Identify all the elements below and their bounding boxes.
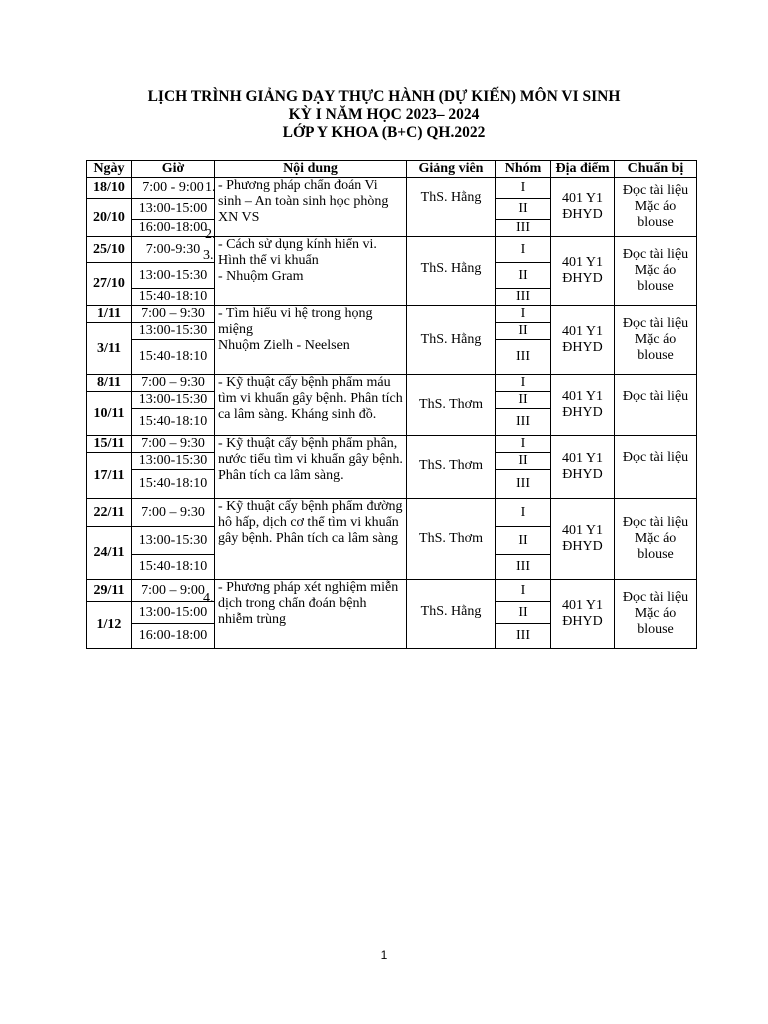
group-cell: III: [496, 289, 551, 306]
schedule-table: [86, 160, 697, 649]
day-cell: 17/11: [87, 453, 132, 499]
location-cell: [551, 237, 615, 306]
location-line: 401 Y1: [561, 191, 604, 206]
day-cell: 20/10: [87, 199, 132, 237]
time-cell: 13:00-15:30: [132, 527, 215, 555]
day-cell: 18/10: [87, 178, 132, 199]
time-cell: 7:00 - 9:00: [132, 178, 215, 199]
column-header: Ngày: [87, 161, 132, 178]
column-header: Giảng viên: [407, 161, 496, 178]
day-cell: 1/12: [87, 602, 132, 649]
time-cell: 16:00-18:00: [132, 624, 215, 649]
group-cell: II: [496, 199, 551, 220]
location-line: 401 Y1: [561, 389, 604, 404]
content-cell: [215, 375, 407, 436]
content-cell: [215, 306, 407, 375]
time-cell: 15:40-18:10: [132, 470, 215, 499]
day-cell: 15/11: [87, 436, 132, 453]
day-cell: 1/11: [87, 306, 132, 323]
time-cell: 15:40-18:10: [132, 555, 215, 580]
document-subtitle-term: KỲ I NĂM HỌC 2023– 2024: [288, 106, 480, 123]
prep-line: Mặc áo: [634, 606, 677, 621]
group-cell: I: [496, 237, 551, 263]
prep-line: Mặc áo: [634, 531, 677, 546]
location-line: 401 Y1: [561, 451, 604, 466]
group-cell: I: [496, 499, 551, 527]
time-cell: 13:00-15:00: [132, 602, 215, 624]
prep-line: Đọc tài liệu: [622, 316, 689, 331]
document-title: LỊCH TRÌNH GIẢNG DẠY THỰC HÀNH (DỰ KIẾN) MÔN VI SINH: [147, 88, 621, 105]
content-cell: [203, 237, 407, 306]
prep-line: Mặc áo: [634, 199, 677, 214]
time-cell: 7:00 – 9:00: [132, 580, 215, 602]
group-cell: III: [496, 340, 551, 375]
time-cell: 13:00-15:30: [132, 392, 215, 409]
group-cell: II: [496, 453, 551, 470]
day-cell: 24/11: [87, 527, 132, 580]
prep-cell: [615, 499, 697, 580]
group-cell: III: [496, 409, 551, 436]
group-cell: II: [496, 392, 551, 409]
time-cell: 13:00-15:30: [132, 323, 215, 340]
column-header: Giờ: [132, 161, 215, 178]
table-row: [87, 237, 697, 263]
content-line: - Kỹ thuật cấy bệnh phẩm phân, nước tiểu tìm vi khuẩn gây bệnh. Phân tích ca lâm sàng.: [218, 436, 403, 483]
location-cell: [551, 436, 615, 499]
group-cell: I: [496, 436, 551, 453]
day-cell: 22/11: [87, 499, 132, 527]
content-cell: [215, 436, 407, 499]
location-line: 401 Y1: [561, 324, 604, 339]
page-number: 1: [380, 948, 388, 962]
location-line: 401 Y1: [561, 523, 604, 538]
prep-line: Đọc tài liệu: [622, 183, 689, 198]
table-row: [87, 375, 697, 392]
prep-line: blouse: [637, 622, 674, 637]
teacher-cell: ThS. Hằng: [407, 178, 496, 237]
group-cell: III: [496, 555, 551, 580]
group-cell: I: [496, 306, 551, 323]
prep-line: Đọc tài liệu: [622, 389, 689, 404]
prep-cell: [615, 580, 697, 649]
content-line: Nhuộm Zielh - Neelsen: [218, 338, 350, 353]
prep-cell: [615, 436, 697, 499]
prep-line: blouse: [637, 279, 674, 294]
content-line: - Kỹ thuật cấy bệnh phẩm máu tìm vi khuẩn gây bệnh. Phân tích ca lâm sàng. Kháng sinh đồ.: [218, 375, 403, 422]
time-cell: 7:00 – 9:30: [132, 499, 215, 527]
prep-line: Mặc áo: [634, 263, 677, 278]
column-header: Nhóm: [496, 161, 551, 178]
table-row: [87, 178, 697, 199]
location-cell: [551, 375, 615, 436]
day-cell: 27/10: [87, 263, 132, 306]
content-line: - Phương pháp chẩn đoán Vi sinh – An toàn sinh học phòng XN VS: [218, 178, 389, 225]
group-cell: III: [496, 624, 551, 649]
prep-cell: [615, 375, 697, 436]
table-row: [87, 580, 697, 602]
location-line: ĐHYD: [562, 539, 603, 554]
prep-cell: [615, 178, 697, 237]
content-line: - Kỹ thuật cấy bệnh phẩm đường hô hấp, dịch cơ thể tìm vi khuẩn gây bệnh. Phân tích ca lâm sàng: [218, 499, 403, 546]
teacher-cell: ThS. Thơm: [407, 499, 496, 580]
group-cell: III: [496, 220, 551, 237]
column-header: Địa điểm: [551, 161, 615, 178]
location-line: ĐHYD: [562, 340, 603, 355]
content-line: - Nhuộm Gram: [218, 269, 304, 284]
day-cell: 8/11: [87, 375, 132, 392]
location-line: 401 Y1: [561, 255, 604, 270]
location-line: ĐHYD: [562, 207, 603, 222]
time-cell: 7:00 – 9:30: [132, 436, 215, 453]
list-number: 4.: [203, 591, 214, 606]
group-cell: II: [496, 602, 551, 624]
day-cell: 10/11: [87, 392, 132, 436]
teacher-cell: ThS. Hằng: [407, 237, 496, 306]
document-subtitle-class: LỚP Y KHOA (B+C) QH.2022: [282, 124, 486, 141]
prep-line: Đọc tài liệu: [622, 590, 689, 605]
group-cell: I: [496, 375, 551, 392]
prep-line: Mặc áo: [634, 332, 677, 347]
day-cell: 25/10: [87, 237, 132, 263]
location-cell: [551, 499, 615, 580]
time-cell: 7:00 – 9:30: [132, 375, 215, 392]
content-cell: [203, 580, 407, 649]
column-header: Chuẩn bị: [615, 161, 697, 178]
time-cell: 13:00-15:30: [132, 453, 215, 470]
location-cell: [551, 306, 615, 375]
content-line: - Cách sử dụng kính hiển vi. Hình thể vi khuẩn: [218, 237, 377, 268]
content-line: - Tìm hiểu vi hệ trong họng miệng: [218, 306, 373, 337]
list-number: 1.: [205, 180, 216, 195]
teacher-cell: ThS. Hằng: [407, 580, 496, 649]
content-line: - Phương pháp xét nghiệm miễn dịch trong chẩn đoán bệnh nhiễm trùng: [218, 580, 399, 627]
group-cell: III: [496, 470, 551, 499]
prep-line: Đọc tài liệu: [622, 515, 689, 530]
group-cell: I: [496, 178, 551, 199]
location-cell: [551, 580, 615, 649]
day-cell: 29/11: [87, 580, 132, 602]
content-cell: [215, 499, 407, 580]
column-header: Nội dung: [215, 161, 407, 178]
list-number: 2.: [205, 227, 216, 242]
content-cell: [205, 178, 407, 242]
time-cell: 15:40-18:10: [132, 340, 215, 375]
teacher-cell: ThS. Hằng: [407, 306, 496, 375]
prep-line: blouse: [637, 215, 674, 230]
location-line: ĐHYD: [562, 467, 603, 482]
teacher-cell: ThS. Thơm: [407, 436, 496, 499]
prep-cell: [615, 237, 697, 306]
table-header-row: [87, 161, 697, 178]
table-row: [87, 306, 697, 323]
prep-line: blouse: [637, 348, 674, 363]
group-cell: II: [496, 527, 551, 555]
time-cell: 7:00 – 9:30: [132, 306, 215, 323]
teacher-cell: ThS. Thơm: [407, 375, 496, 436]
prep-cell: [615, 306, 697, 375]
location-line: ĐHYD: [562, 405, 603, 420]
time-cell: 15:40-18:10: [132, 409, 215, 436]
list-number: 3.: [203, 248, 214, 263]
table-row: [87, 436, 697, 453]
prep-line: Đọc tài liệu: [622, 450, 689, 465]
table-row: [87, 499, 697, 527]
time-cell: 16:00-18:00: [132, 220, 215, 237]
group-cell: II: [496, 263, 551, 289]
time-cell: 7:00-9:30: [132, 237, 215, 263]
day-cell: 3/11: [87, 323, 132, 375]
group-cell: II: [496, 323, 551, 340]
location-line: ĐHYD: [562, 271, 603, 286]
prep-line: Đọc tài liệu: [622, 247, 689, 262]
time-cell: 15:40-18:10: [132, 289, 215, 306]
prep-line: blouse: [637, 547, 674, 562]
location-line: 401 Y1: [561, 598, 604, 613]
time-cell: 13:00-15:30: [132, 263, 215, 289]
location-cell: [551, 178, 615, 237]
time-cell: 13:00-15:00: [132, 199, 215, 220]
location-line: ĐHYD: [562, 614, 603, 629]
group-cell: I: [496, 580, 551, 602]
